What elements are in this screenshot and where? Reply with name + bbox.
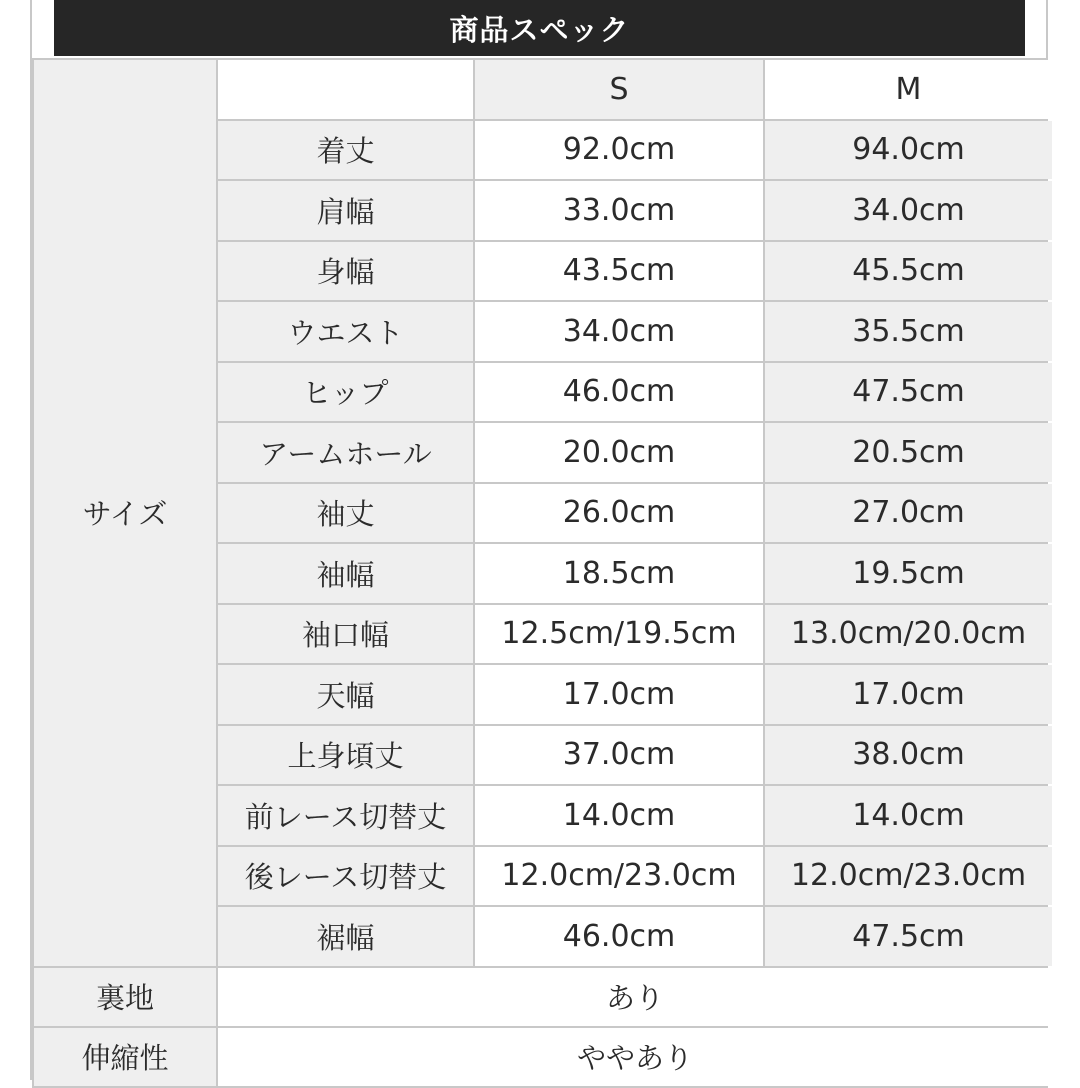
- size-value-m: 47.5cm: [765, 363, 1052, 422]
- spec-title: 商品スペック: [449, 12, 630, 47]
- size-row-label: 袖幅: [218, 544, 473, 603]
- size-value-m: 17.0cm: [765, 665, 1052, 724]
- size-column-header-m: M: [765, 60, 1052, 119]
- size-row-label: 着丈: [218, 121, 473, 180]
- size-value-m: 27.0cm: [765, 484, 1052, 543]
- size-row-label: 肩幅: [218, 181, 473, 240]
- spec-row-value: あり: [218, 968, 1052, 1026]
- spec-table: [32, 58, 1048, 1088]
- size-value-m: 20.5cm: [765, 423, 1052, 482]
- size-category-label: サイズ: [34, 60, 216, 966]
- size-row-label: 前レース切替丈: [218, 786, 473, 845]
- size-column-header-s: S: [475, 60, 763, 119]
- size-value-m: 13.0cm/20.0cm: [765, 605, 1052, 664]
- size-value-m: 47.5cm: [765, 907, 1052, 966]
- size-value-s: 33.0cm: [475, 181, 763, 240]
- size-row-label: 後レース切替丈: [218, 847, 473, 906]
- size-value-m: 34.0cm: [765, 181, 1052, 240]
- size-value-s: 46.0cm: [475, 907, 763, 966]
- size-row-label: ウエスト: [218, 302, 473, 361]
- size-row-label: 袖口幅: [218, 605, 473, 664]
- spec-title-bar: [54, 0, 1025, 56]
- size-value-s: 14.0cm: [475, 786, 763, 845]
- size-value-m: 35.5cm: [765, 302, 1052, 361]
- spec-row-value: ややあり: [218, 1028, 1052, 1086]
- size-value-s: 37.0cm: [475, 726, 763, 785]
- size-row-label: アームホール: [218, 423, 473, 482]
- size-row-label: 袖丈: [218, 484, 473, 543]
- size-row-label: 裾幅: [218, 907, 473, 966]
- size-value-s: 18.5cm: [475, 544, 763, 603]
- size-value-m: 38.0cm: [765, 726, 1052, 785]
- size-value-m: 14.0cm: [765, 786, 1052, 845]
- size-value-s: 43.5cm: [475, 242, 763, 301]
- size-value-m: 12.0cm/23.0cm: [765, 847, 1052, 906]
- size-value-s: 12.0cm/23.0cm: [475, 847, 763, 906]
- spec-row-label: 伸縮性: [34, 1028, 216, 1086]
- size-row-label: 天幅: [218, 665, 473, 724]
- page-left-frame: [0, 0, 32, 1080]
- size-row-label: ヒップ: [218, 363, 473, 422]
- size-value-s: 17.0cm: [475, 665, 763, 724]
- spec-row-label: 裏地: [34, 968, 216, 1026]
- size-value-s: 46.0cm: [475, 363, 763, 422]
- size-value-s: 26.0cm: [475, 484, 763, 543]
- size-header-empty-cell: [218, 60, 473, 119]
- size-value-m: 45.5cm: [765, 242, 1052, 301]
- size-value-s: 34.0cm: [475, 302, 763, 361]
- size-value-m: 19.5cm: [765, 544, 1052, 603]
- size-value-m: 94.0cm: [765, 121, 1052, 180]
- size-row-label: 上身頃丈: [218, 726, 473, 785]
- size-value-s: 92.0cm: [475, 121, 763, 180]
- size-row-label: 身幅: [218, 242, 473, 301]
- size-value-s: 12.5cm/19.5cm: [475, 605, 763, 664]
- size-value-s: 20.0cm: [475, 423, 763, 482]
